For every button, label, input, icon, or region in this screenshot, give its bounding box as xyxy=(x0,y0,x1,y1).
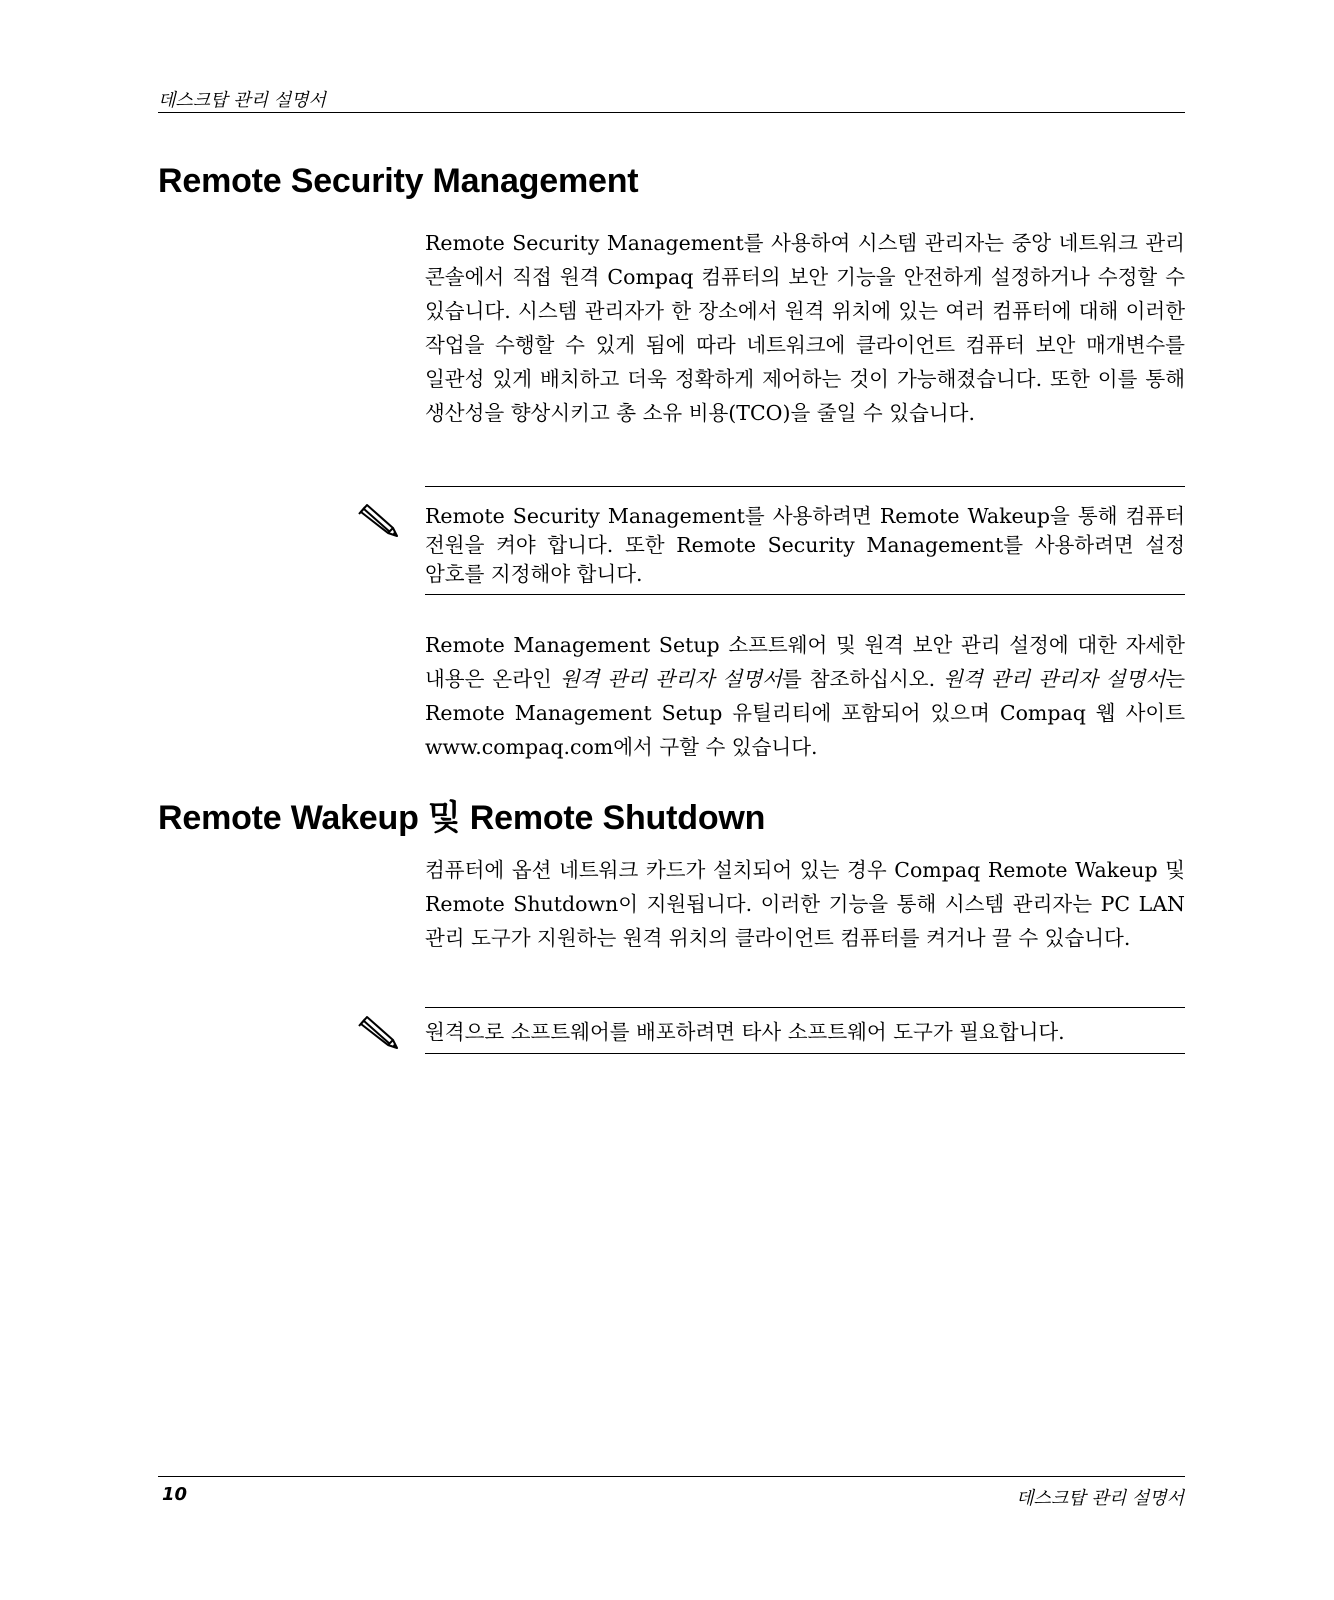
guide-title-italic-2: 원격 관리 관리자 설명서 xyxy=(943,667,1166,691)
note-bottom-rule xyxy=(425,594,1185,595)
footer-rule xyxy=(158,1476,1185,1477)
page-number: 10 xyxy=(162,1484,188,1505)
paragraph2-text-1: Remote Management Setup 소프트웨어 및 원격 보안 관리 설정에 대한 자세한 내용은 온라인 xyxy=(425,633,1185,691)
paragraph2-text-3: 는 Remote Management Setup 유틸리티에 포함되어 있으며 Compaq 웹 사이트 www.compaq.com에서 구할 수 있습니다. xyxy=(425,667,1185,759)
paragraph-remote-security: Remote Security Management를 사용하여 시스템 관리자는 중앙 네트워크 관리 콘솔에서 직접 원격 Compaq 컴퓨터의 보안 기능을 안전하게 설정하거나 수정할 수 있습니다. 시스템 관리자가 한 장소에서 원격 위치에 있는 여러 컴퓨터에 대해 이러한 작업을 수행할 수 있게 됨에 따라 네트워크에 클라이언트 컴퓨터 보안 매개변수를 일관성 있게 배치하고 더욱 정확하게 제어하는 것이 가능해졌습니다. 또한 이를 통해 생산성을 향상시키고 총 소유 비용(TCO)을 줄일 수 있습니다. xyxy=(425,231,1185,425)
header-rule xyxy=(158,112,1185,113)
guide-title-italic-1: 원격 관리 관리자 설명서 xyxy=(559,667,782,691)
pencil-note-icon xyxy=(357,1014,399,1050)
paragraph-remote-management-setup xyxy=(425,628,1185,764)
section-heading-remote-security: Remote Security Management xyxy=(158,162,639,200)
note2-bottom-rule xyxy=(425,1053,1185,1054)
paragraph-remote-wakeup: 컴퓨터에 옵션 네트워크 카드가 설치되어 있는 경우 Compaq Remote Wakeup 및 Remote Shutdown이 지원됩니다. 이러한 기능을 통해 시스템 관리자는 PC LAN 관리 도구가 지원하는 원격 위치의 클라이언트 컴퓨터를 켜거나 끌 수 있습니다. xyxy=(425,858,1185,950)
note-top-rule xyxy=(425,486,1185,487)
running-header: 데스크탑 관리 설명서 xyxy=(158,90,326,111)
note2-top-rule xyxy=(425,1007,1185,1008)
footer-title: 데스크탑 관리 설명서 xyxy=(1016,1488,1184,1509)
paragraph2-text-2: 를 참조하십시오. xyxy=(781,667,944,691)
section-heading-remote-wakeup: Remote Wakeup 및 Remote Shutdown xyxy=(158,799,766,837)
note-remote-software: 원격으로 소프트웨어를 배포하려면 타사 소프트웨어 도구가 필요합니다. xyxy=(425,1020,1065,1044)
note-remote-security: Remote Security Management를 사용하려면 Remote Wakeup을 통해 컴퓨터 전원을 켜야 합니다. 또한 Remote Security Management를 사용하려면 설정 암호를 지정해야 합니다. xyxy=(425,504,1185,586)
pencil-note-icon xyxy=(357,502,399,538)
